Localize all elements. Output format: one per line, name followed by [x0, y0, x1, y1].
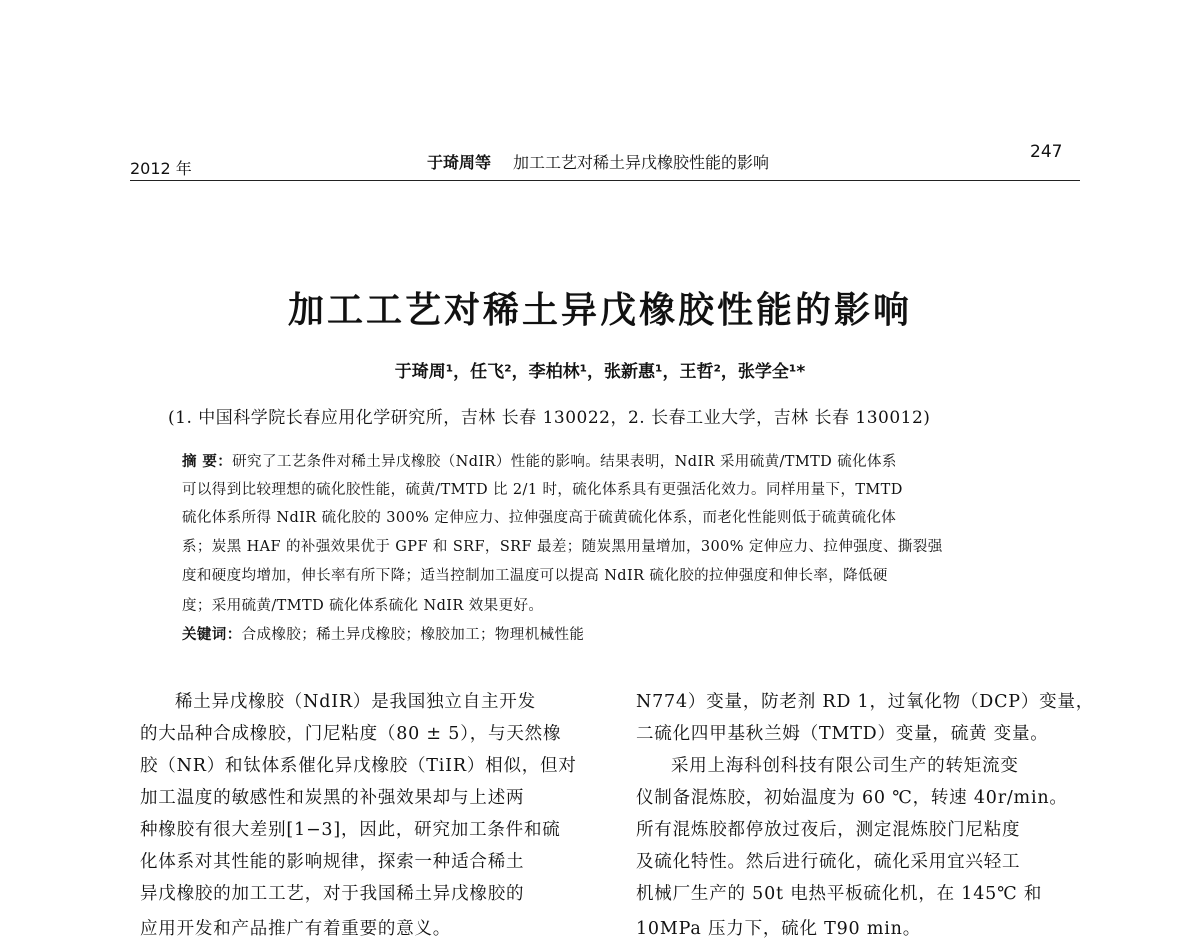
body-line: 种橡胶有很大差别[1−3]，因此，研究加工条件和硫 [140, 820, 561, 840]
body-line: 及硫化特性。然后进行硫化，硫化采用宜兴轻工 [636, 852, 1021, 872]
abstract-text: 研究了工艺条件对稀土异戊橡胶（NdIR）性能的影响。结果表明，NdIR 采用硫黄/TMTD 硫化体系 [232, 454, 897, 470]
body-line: 采用上海科创科技有限公司生产的转矩流变 [671, 756, 1019, 776]
keywords-label: 关键词： [182, 627, 242, 643]
abstract-line: 系；炭黑 HAF 的补强效果优于 GPF 和 SRF，SRF 最差；随炭黑用量增加，300% 定伸应力、拉伸强度、撕裂强 [182, 539, 943, 555]
header-rule [130, 180, 1080, 181]
abstract-line: 可以得到比较理想的硫化胶性能，硫黄/TMTD 比 2/1 时，硫化体系具有更强活化效力。同样用量下，TMTD [182, 482, 903, 498]
author-list: 于琦周¹，任飞²，李柏林¹，张新惠¹，王哲²，张学全¹* [394, 362, 806, 382]
body-line: 机械厂生产的 50t 电热平板硫化机，在 145℃ 和 [636, 884, 1043, 904]
keywords-text: 合成橡胶；稀土异戊橡胶；橡胶加工；物理机械性能 [241, 627, 585, 643]
paper-title: 加工工艺对稀土异戊橡胶性能的影响 [287, 290, 912, 331]
running-header [427, 150, 769, 173]
abstract-line: 硫化体系所得 NdIR 硫化胶的 300% 定伸应力、拉伸强度高于硫黄硫化体系，而老化性能则低于硫黄硫化体 [182, 510, 897, 526]
body-line: 稀土异戊橡胶（NdIR）是我国独立自主开发 [175, 692, 536, 712]
body-line: 化体系对其性能的影响规律，探索一种适合稀土 [140, 852, 525, 872]
body-line: 加工温度的敏感性和炭黑的补强效果却与上述两 [140, 788, 525, 808]
body-line: 10MPa 压力下，硫化 T90 min。 [636, 919, 921, 939]
body-line: N774）变量，防老剂 RD 1，过氧化物（DCP）变量， [636, 692, 1095, 712]
body-line: 二硫化四甲基秋兰姆（TMTD）变量，硫黄 变量。 [636, 724, 1049, 744]
abstract-line: 度和硬度均增加，伸长率有所下降；适当控制加工温度可以提高 NdIR 硫化胶的拉伸强度和伸长率，降低硬 [182, 568, 888, 584]
running-header-authors: 于琦周等 [427, 153, 492, 172]
body-line: 仪制备混炼胶，初始温度为 60 ℃，转速 40r/min。 [636, 788, 1068, 808]
page-number: 247 [1030, 142, 1063, 162]
body-line: 的大品种合成橡胶，门尼粘度（80 ± 5），与天然橡 [140, 724, 562, 744]
body-line: 胶（NR）和钛体系催化异戊橡胶（TiIR）相似，但对 [140, 756, 577, 776]
body-line: 应用开发和产品推广有着重要的意义。 [140, 919, 452, 939]
keywords-line [182, 623, 1038, 644]
abstract-line: 度；采用硫黄/TMTD 硫化体系硫化 NdIR 效果更好。 [182, 598, 544, 614]
affiliation: (1. 中国科学院长春应用化学研究所，吉林 长春 130022，2. 长春工业大学，吉林 长春 130012) [168, 408, 931, 428]
abstract-line [182, 450, 1038, 471]
running-header-title: 加工工艺对稀土异戊橡胶性能的影响 [513, 153, 770, 172]
header-year: 2012 年 [130, 159, 192, 178]
body-line: 所有混炼胶都停放过夜后，测定混炼胶门尼粘度 [636, 820, 1021, 840]
body-line: 异戊橡胶的加工工艺，对于我国稀土异戊橡胶的 [140, 884, 525, 904]
abstract-label: 摘 要： [182, 454, 233, 470]
